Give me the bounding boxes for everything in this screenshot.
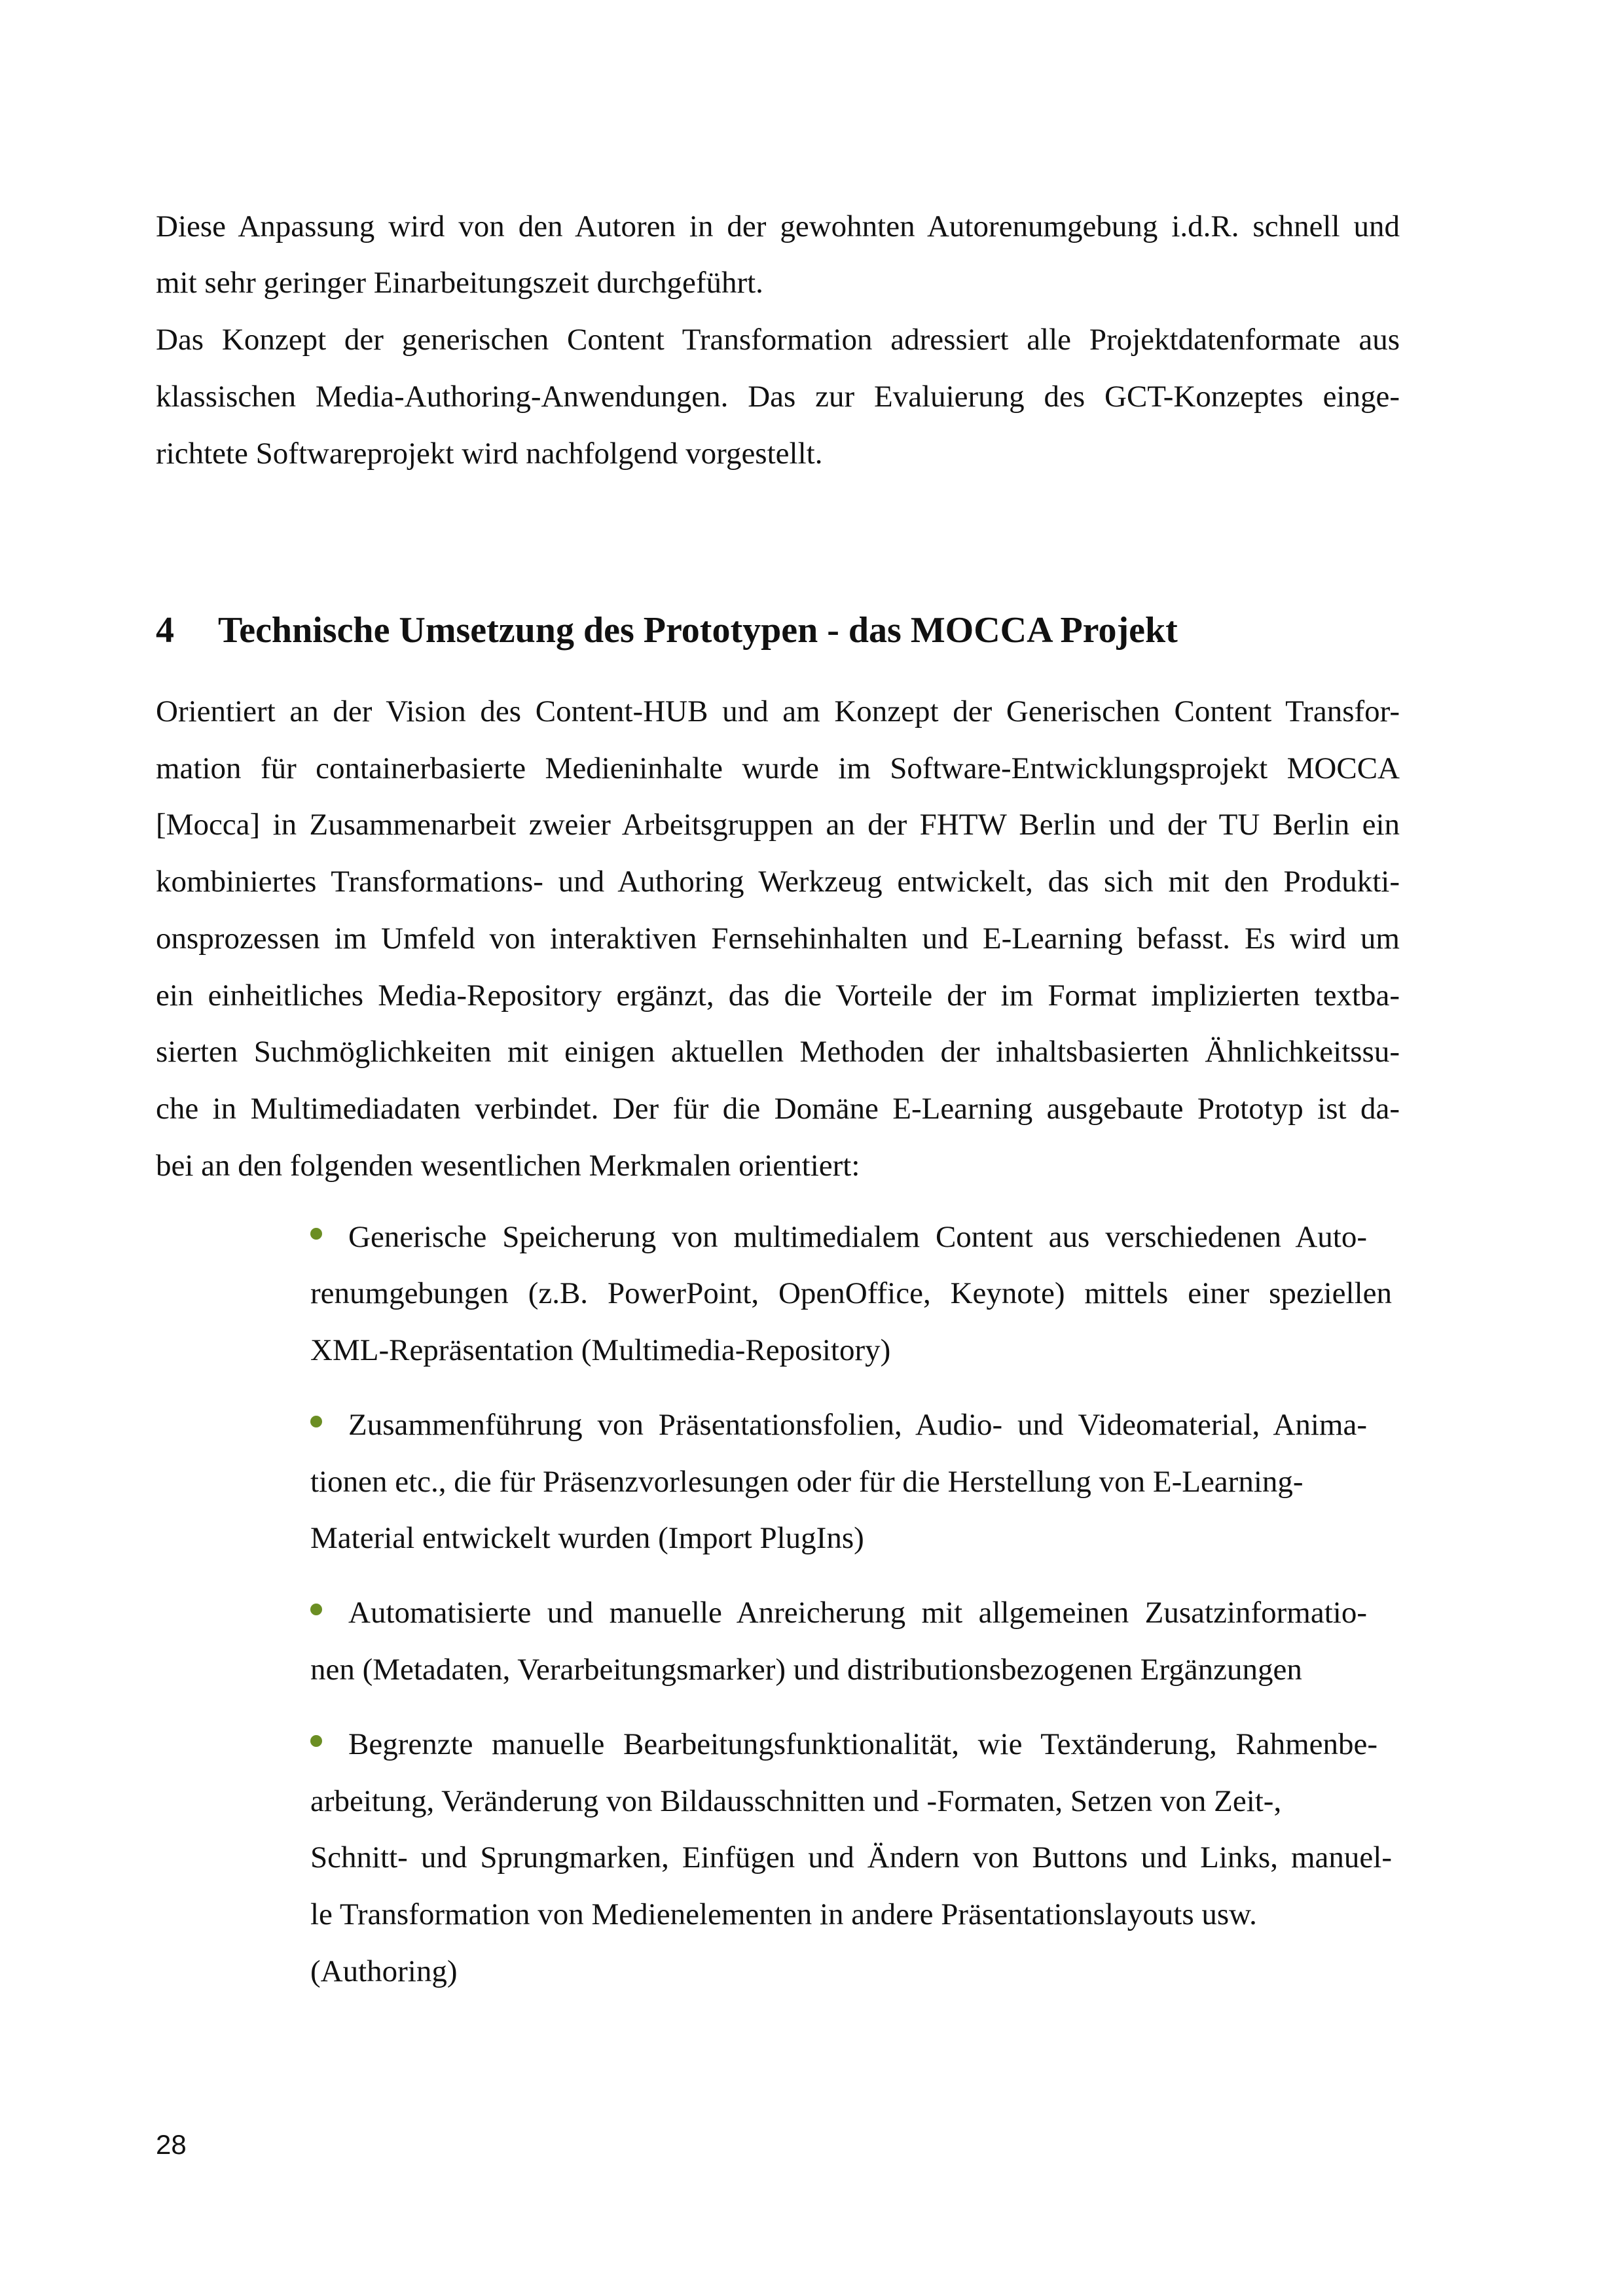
intro-line-5: richtete Softwareprojekt wird nachfolgend vorgestellt. [156,437,823,471]
section-heading [156,607,1178,653]
bullet-2-line-3: Material entwickelt wurden (Import PlugIns) [310,1521,864,1555]
body-line-4: kombiniertes Transformations- und Authoring Werkzeug entwickelt, das sich mit den Produkti- [156,865,1400,899]
body-line-6: ein einheitliches Media-Repository ergänzt, das die Vorteile der im Format implizierten textba- [156,978,1400,1013]
bullet-4-line-2: arbeitung, Veränderung von Bildausschnitten und -Formaten, Setzen von Zeit-, [310,1784,1282,1818]
bullet-1-line-2: renumgebungen (z.B. PowerPoint, OpenOffice, Keynote) mittels einer speziellen [310,1276,1392,1310]
bullet-3-line-2: nen (Metadaten, Verarbeitungsmarker) und distributionsbezogenen Ergänzungen [310,1653,1302,1687]
body-line-8: che in Multimediadaten verbindet. Der für die Domäne E-Learning ausgebaute Prototyp ist da- [156,1092,1400,1126]
bullet-dot-icon [310,1416,322,1427]
body-line-2: mation für containerbasierte Medieninhalte wurde im Software-Entwicklungsprojekt MOCCA [156,751,1400,785]
body-line-3: [Mocca] in Zusammenarbeit zweier Arbeitsgruppen an der FHTW Berlin und der TU Berlin ein [156,808,1400,842]
bullet-1-line-1: Generische Speicherung von multimedialem Content aus verschiedenen Auto- [348,1220,1367,1254]
body-line-9: bei an den folgenden wesentlichen Merkmalen orientiert: [156,1149,860,1183]
bullet-2-line-2: tionen etc., die für Präsenzvorlesungen oder für die Herstellung von E-Learning- [310,1465,1304,1499]
bullet-4-line-4: le Transformation von Medienelementen in andere Präsentationslayouts usw. [310,1897,1257,1931]
bullet-4-line-5: (Authoring) [310,1954,458,1988]
bullet-dot-icon [310,1735,322,1747]
section-number: 4 [156,610,174,651]
intro-line-2: mit sehr geringer Einarbeitungszeit durchgeführt. [156,266,763,300]
intro-line-4: klassischen Media-Authoring-Anwendungen. Das zur Evaluierung des GCT-Konzeptes einge- [156,380,1400,414]
body-line-5: onsprozessen im Umfeld von interaktiven Fernsehinhalten und E-Learning befasst. Es wird um [156,922,1400,956]
bullet-4-line-3: Schnitt- und Sprungmarken, Einfügen und Ändern von Buttons und Links, manuel- [310,1840,1392,1874]
bullet-2-line-1: Zusammenführung von Präsentationsfolien, Audio- und Videomaterial, Anima- [348,1408,1367,1442]
bullet-dot-icon [310,1604,322,1615]
intro-line-3: Das Konzept der generischen Content Transformation adressiert alle Projektdatenformate aus [156,323,1400,357]
bullet-dot-icon [310,1228,322,1240]
body-line-1: Orientiert an der Vision des Content-HUB und am Konzept der Generischen Content Transfor- [156,694,1400,728]
intro-line-1: Diese Anpassung wird von den Autoren in der gewohnten Autorenumgebung i.d.R. schnell und [156,209,1400,243]
section-title: Technische Umsetzung des Prototypen - das MOCCA Projekt [218,610,1178,651]
page-number: 28 [156,2129,187,2160]
bullet-1-line-3: XML-Repräsentation (Multimedia-Repository) [310,1333,891,1367]
bullet-4-line-1: Begrenzte manuelle Bearbeitungsfunktionalität, wie Textänderung, Rahmenbe- [348,1727,1377,1761]
bullet-3-line-1: Automatisierte und manuelle Anreicherung mit allgemeinen Zusatzinformatio- [348,1596,1367,1630]
body-line-7: sierten Suchmöglichkeiten mit einigen aktuellen Methoden der inhaltsbasierten Ähnlichkeitssu- [156,1035,1400,1069]
